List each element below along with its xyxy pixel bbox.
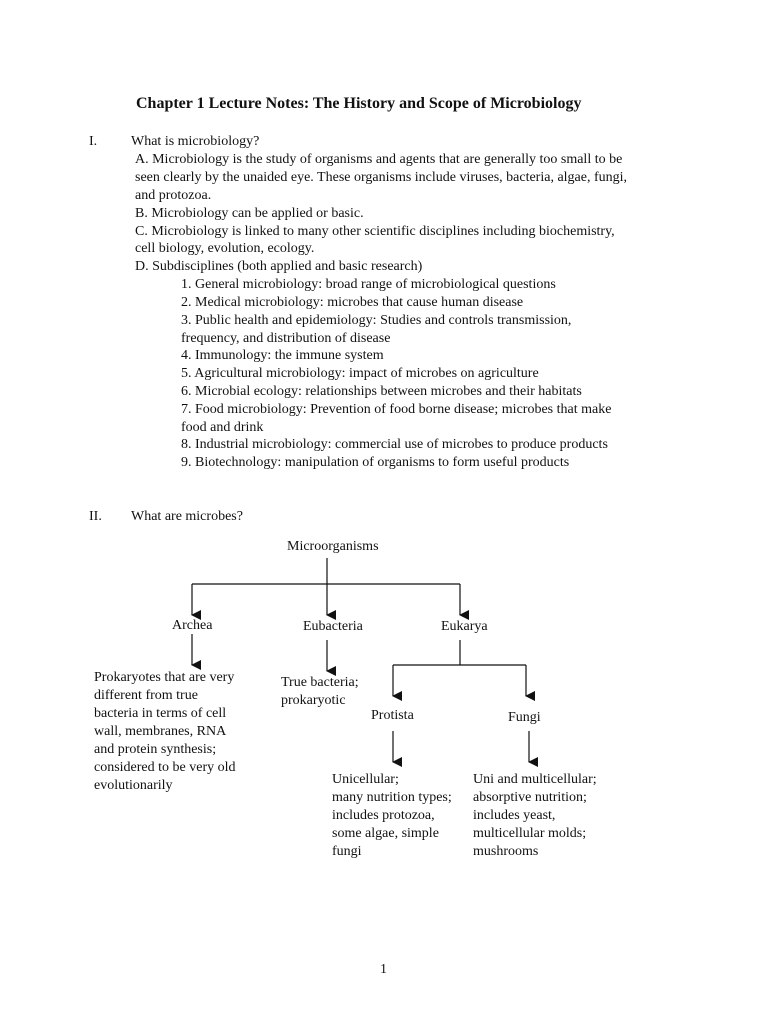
description-line: considered to be very old — [94, 760, 236, 775]
subdiscipline-item: 8. Industrial microbiology: commercial use of microbes to produce products — [181, 437, 608, 452]
description-line: Uni and multicellular; — [473, 772, 597, 787]
subdiscipline-item: 1. General microbiology: broad range of microbiological questions — [181, 277, 556, 292]
subdiscipline-item: 7. Food microbiology: Prevention of food borne disease; microbes that make — [181, 402, 612, 417]
item-a-line-1: A. Microbiology is the study of organisms and agents that are generally too small to be — [135, 152, 623, 167]
description-line: Unicellular; — [332, 772, 399, 787]
description-line: some algae, simple — [332, 826, 439, 841]
archea-description — [94, 669, 236, 795]
node-microorganisms: Microorganisms — [287, 539, 379, 554]
node-eukarya: Eukarya — [441, 619, 488, 634]
description-line: prokaryotic — [281, 693, 346, 708]
node-eubacteria: Eubacteria — [303, 619, 363, 634]
subdiscipline-item: 9. Biotechnology: manipulation of organisms to form useful products — [181, 455, 570, 470]
description-line: multicellular molds; — [473, 826, 587, 841]
eubacteria-description — [281, 674, 359, 710]
subdiscipline-item: 4. Immunology: the immune system — [181, 348, 384, 363]
description-line: bacteria in terms of cell — [94, 706, 227, 721]
fungi-description — [473, 771, 597, 861]
section-2-heading: What are microbes? — [131, 509, 243, 524]
description-line: absorptive nutrition; — [473, 790, 587, 805]
subdiscipline-item: 2. Medical microbiology: microbes that cause human disease — [181, 295, 524, 310]
subdiscipline-item: frequency, and distribution of disease — [181, 331, 391, 346]
section-2-numeral: II. — [89, 509, 102, 524]
description-line: includes protozoa, — [332, 808, 435, 823]
subdiscipline-item: 3. Public health and epidemiology: Studies and controls transmission, — [181, 313, 572, 328]
node-archea: Archea — [172, 618, 213, 633]
description-line: wall, membranes, RNA — [94, 724, 227, 739]
description-line: different from true — [94, 688, 198, 703]
description-line: Prokaryotes that are very — [94, 670, 235, 685]
subdiscipline-item: 6. Microbial ecology: relationships between microbes and their habitats — [181, 384, 582, 399]
description-line: many nutrition types; — [332, 790, 452, 805]
section-1-heading: What is microbiology? — [131, 134, 260, 149]
subdiscipline-item: food and drink — [181, 420, 264, 435]
description-line: mushrooms — [473, 844, 539, 859]
description-line: and protein synthesis; — [94, 742, 217, 757]
item-c-line-1: C. Microbiology is linked to many other scientific disciplines including biochemistry, — [135, 224, 615, 239]
description-line: evolutionarily — [94, 778, 173, 793]
page-title: Chapter 1 Lecture Notes: The History and Scope of Microbiology — [136, 95, 582, 112]
subdiscipline-item: 5. Agricultural microbiology: impact of microbes on agriculture — [181, 366, 539, 381]
item-b: B. Microbiology can be applied or basic. — [135, 206, 364, 221]
item-a-line-2: seen clearly by the unaided eye. These organisms include viruses, bacteria, algae, fungi, — [135, 170, 628, 185]
item-a-line-3: and protozoa. — [135, 188, 212, 203]
item-d: D. Subdisciplines (both applied and basic research) — [135, 259, 423, 274]
protista-description — [332, 771, 452, 861]
page-number: 1 — [380, 962, 387, 977]
item-c-line-2: cell biology, evolution, ecology. — [135, 241, 315, 256]
node-protista: Protista — [371, 708, 414, 723]
section-1-numeral: I. — [89, 134, 98, 149]
description-line: fungi — [332, 844, 362, 859]
description-line: includes yeast, — [473, 808, 556, 823]
node-fungi: Fungi — [508, 710, 541, 725]
description-line: True bacteria; — [281, 675, 359, 690]
